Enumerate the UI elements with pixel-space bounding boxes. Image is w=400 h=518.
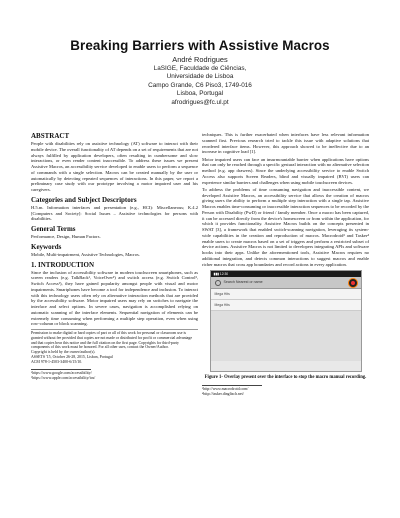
phone-list-item: Mega Hits (211, 300, 361, 311)
copyright-box (31, 329, 198, 365)
copyright-holder: Copyright is held by the owner/author(s). (31, 350, 96, 355)
footnote-1[interactable]: ¹https://www.google.com/accessibility/ (31, 370, 92, 375)
footnote-3[interactable]: ³http://www.macrodroid.com/ (202, 387, 249, 392)
left-column (31, 132, 198, 381)
author-email: afrodrigues@fc.ul.pt (171, 98, 229, 106)
abstract-heading: ABSTRACT (31, 132, 70, 140)
author-block (0, 56, 400, 108)
keywords-text: Mobile, Multi-impairment, Assistive Technologies, Macros. (31, 251, 140, 257)
footnote-divider (202, 385, 262, 386)
right-column (202, 132, 369, 397)
search-icon (215, 280, 221, 286)
conference-info: ASSETS '15, October 26-28, 2015, Lisbon, Portugal (31, 354, 113, 359)
acm-isbn: ACM 978-1-4503-3400-6/15/10. (31, 359, 83, 364)
author-affiliation: LaSIGE, Faculdade de Ciências, (153, 64, 247, 72)
copyright-notice: Permission to make digital or hard copies of part or all of this work for personal or classroom use is granted without fee provided that copies are not made or distributed for profit or commercial advantage and that copies bear this notice and the full citation on the first page. Copyrights for third-party components of this work must be honored. For all other uses, contact the Owner/Author. (31, 331, 193, 350)
introduction-text: Since the inclusion of accessibility software in modern touchscreen smartphones, such as screen readers (e.g. TalkBack¹, VoiceOver²) and switch access (e.g. Switch Control³, Switch Access¹), they have gained popularity amongst people with visual and motor impairments. Smartphones have become a tool for independence and inclusion. To interact with this technology users often rely on alternative interaction methods that are provided by the accessibility software. Motor impaired users may rely on switches to navigate the interface and select options. In severe cases, navigation is accomplished relying on automatic scanning of the interface elements. Sequential navigation of elements can be extremely time consuming when performing a multiple step operation, even when using row-column or block scanning. (31, 269, 198, 327)
author-address: Campo Grande, C6 Piso3, 1749-016 (148, 81, 252, 89)
terms-text: Performance, Design, Human Factors. (31, 234, 101, 239)
author-city: Lisboa, Portugal (176, 90, 224, 98)
figure-caption: Figure 1- Overlay present over the interface to stop the macro manual recording. (204, 375, 367, 381)
right-paragraph-2: Motor impaired users can face an insurmountable barrier when applications have options that can only be reached through a specific gestural interaction with no alternative selection method (e.g. app drawers). Since the underlying accessibility service to enable Switch Access also supports Screen Readers, blind and visually impaired (BVI) users can experience similar barriers and challenges when using mobile touchscreen devices. (202, 156, 369, 185)
footnote-divider (31, 369, 91, 370)
paper-title: Breaking Barriers with Assistive Macros (70, 38, 330, 53)
right-paragraph-3: To address the problems of time consuming navigation and inaccessible content, we developed Assistive Macros, an accessibility service that allows the creation of macros giving users the ability to perform a multiple step interaction with a single tap. Assistive Macros enables time-consuming or inaccessible interaction sequences to be recorded by the Person with Disability (PwD) or friend / family member. Once a macro has been captured, it can be accessed directly from the device's homescreen or from within the application, for which it provides functionality. Assistive Macros builds on the concepts presented in SWAT [3], a framework that enabled switch-scanning navigation, leveraging its system-wide capabilities in the creation and reproduction of macros. Macrodroid³ and Tasker⁴ enable users to create macros based on a set of triggers and perform a restricted subset of device actions. Assistive Macros is not limited to developers integrating APIs and software hooks into their apps. Unlike the aforementioned tools, Assistive Macros requires no additional integration, and detects common interactions to suggest macros and enable richer macros that cross app boundaries and record actions in every application. (202, 186, 369, 267)
categories-heading: Categories and Subject Descriptors (31, 195, 137, 204)
footnote-2[interactable]: ²https://www.apple.com/accessibility/ios/ (31, 375, 96, 380)
record-stop-icon (348, 278, 358, 288)
categories-text: H.5.m. Information interfaces and presentation (e.g., HCI): Miscellaneous; K.4.2 [Computers and Society]: Social Issues – Assistive technologies for persons with disabilities. (31, 204, 198, 222)
abstract-text: People with disabilities rely on assistive technology (AT) software to interact with their mobile device. The overall functionality of AT depends on a set of requirements that are not always fulfilled by application developers, often resulting in cumbersome and slow interactions, or even render content inaccessible. To address these issues we present Assistive Macros, an accessibility service developed to enable users to perform a sequence of commands with a single selection. Macros can be created manually by the user or automatically by detecting repeated sequences of interactions. In this paper, we report a preliminary case study with our prototype involving a motor impaired user and his caregivers. (31, 141, 198, 192)
keywords-heading: Keywords (31, 242, 62, 251)
figure-phone-screenshot (210, 270, 362, 372)
author-name: André Rodrigues (172, 55, 228, 64)
phone-status-bar: ▮▮▮ 12:30 (211, 271, 361, 277)
introduction-heading: 1. INTRODUCTION (31, 260, 95, 269)
terms-heading: General Terms (31, 225, 76, 233)
right-paragraph-1: techniques. This is further exacerbated when interfaces have less relevant information scanned first. Previous research tried to tackle this issue with adaptive solutions that reordered interface items. However, this approach showed to be ineffective due to an increase in cognitive load [1]. (202, 132, 369, 155)
phone-list-item: Mega Hits (211, 289, 361, 300)
footnote-4[interactable]: ⁴http://tasker.dinglisch.net/ (202, 392, 244, 397)
author-university: Universidade de Lisboa (166, 73, 234, 81)
phone-content-area (211, 311, 361, 361)
phone-search-placeholder: Search Nearest or name (223, 280, 263, 285)
phone-search-bar (211, 277, 361, 289)
